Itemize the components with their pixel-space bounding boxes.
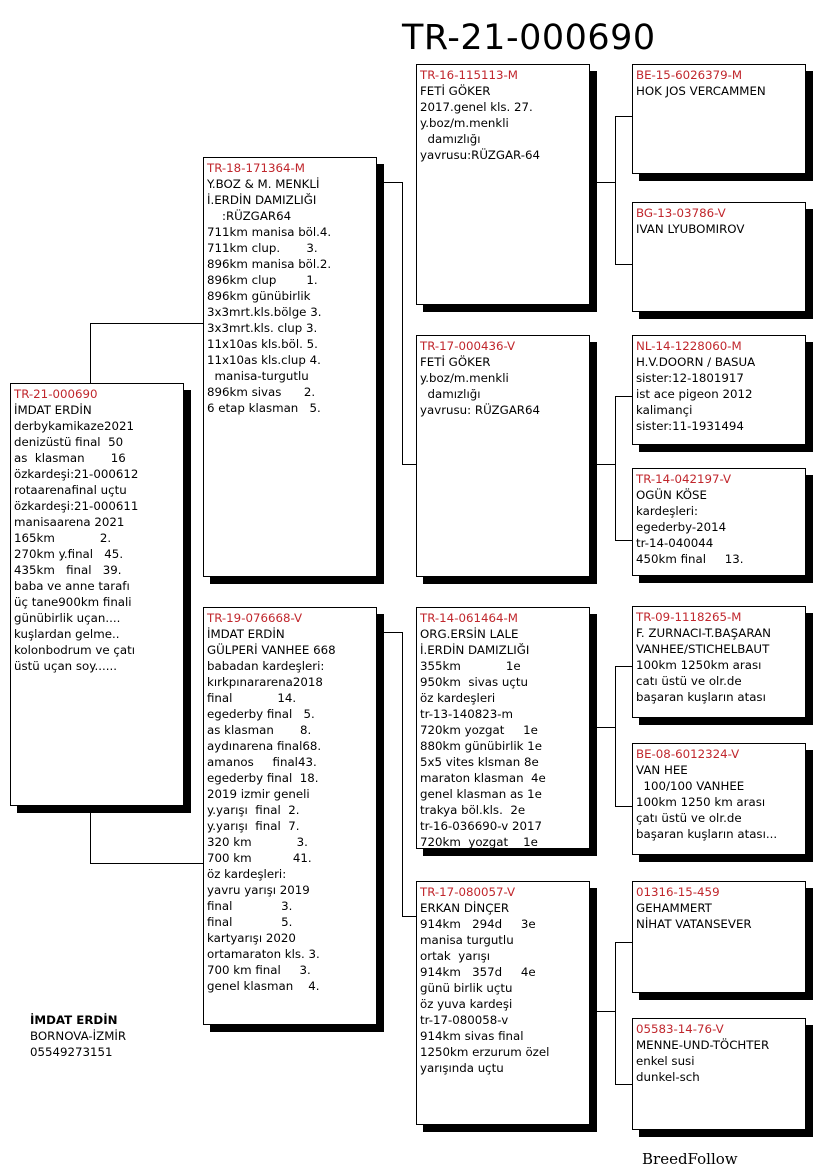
detail-line: 320 km 3. [207, 835, 308, 849]
pigeon-details [636, 354, 802, 434]
detail-line: kardeşleri: [636, 504, 699, 518]
detail-line: egederby final 18. [207, 771, 319, 785]
detail-line: tr-13-140823-m [420, 707, 514, 721]
detail-line: amanos final43. [207, 755, 317, 769]
detail-line: 6 etap klasman 5. [207, 401, 321, 415]
detail-line: genel klasman 4. [207, 979, 320, 993]
detail-line: egederby-2014 [636, 520, 727, 534]
detail-line: 435km final 39. [14, 563, 122, 577]
detail-line: y.yarışı final 2. [207, 803, 300, 817]
connector-line [402, 916, 417, 917]
detail-line: İ.ERDİN DAMIZLIĞI [207, 193, 317, 207]
detail-line: y.boz/m.menkli [420, 371, 509, 385]
detail-line: Y.BOZ & M. MENKLİ [207, 177, 320, 191]
detail-line: NİHAT VATANSEVER [636, 917, 752, 931]
pigeon-details [420, 354, 586, 418]
pigeon-details [636, 625, 802, 705]
pigeon-card-ggp-6[interactable] [632, 743, 806, 855]
detail-line: kartyarışı 2020 [207, 931, 296, 945]
connector-line [402, 464, 417, 465]
detail-line: maraton klasman 4e [420, 771, 546, 785]
ring-number: BG-13-03786-V [636, 206, 726, 220]
ring-number: NL-14-1228060-M [636, 339, 742, 353]
detail-line: 100/100 VANHEE [636, 779, 745, 793]
detail-line: aydınarena final68. [207, 739, 322, 753]
detail-line: damızlığı [420, 387, 481, 401]
detail-line: günü birlik uçtu [420, 981, 513, 995]
detail-line: OGÜN KÖSE [636, 488, 707, 502]
detail-line: 700 km 41. [207, 851, 312, 865]
connector-line [384, 182, 402, 183]
detail-line: babadan kardeşleri: [207, 659, 325, 673]
detail-line: kolonbodrum ve çatı [14, 643, 135, 657]
brand-footer: BreedFollow [642, 1150, 738, 1168]
connector-line [402, 632, 403, 916]
ring-number: TR-14-042197-V [636, 472, 732, 486]
detail-line: manisa-turgutlu [207, 369, 309, 383]
detail-line: y.yarışı final 7. [207, 819, 300, 833]
ring-number: 01316-15-459 [636, 885, 720, 899]
detail-line: tr-14-040044 [636, 536, 714, 550]
detail-line: enkel susi [636, 1054, 695, 1068]
connector-line [615, 806, 632, 807]
detail-line: MENNE-UND-TÖCHTER [636, 1038, 770, 1052]
detail-line: kuşlardan gelme.. [14, 627, 120, 641]
detail-line: as klasman 16 [14, 451, 126, 465]
detail-line: VAN HEE [636, 763, 688, 777]
detail-line: 896km sivas 2. [207, 385, 316, 399]
detail-line: kırkpınararena2018 [207, 675, 323, 689]
ring-number: BE-15-6026379-M [636, 68, 743, 82]
owner-city: BORNOVA-İZMİR [30, 1029, 127, 1043]
detail-line: 914km 357d 4e [420, 965, 536, 979]
detail-line: ERKAN DİNÇER [420, 901, 510, 915]
detail-line: 450km final 13. [636, 552, 744, 566]
ring-number: 05583-14-76-V [636, 1022, 724, 1036]
connector-line [615, 942, 632, 943]
connector-line [615, 116, 616, 264]
detail-line: İ.ERDİN DAMIZLIĞI [420, 643, 530, 657]
pigeon-card-dam-dam[interactable] [416, 881, 590, 1125]
detail-line: yavrusu: RÜZGAR64 [420, 403, 540, 417]
detail-line: özkardeşi:21-000611 [14, 499, 139, 513]
detail-line: HOK JOS VERCAMMEN [636, 84, 766, 98]
detail-line: 11x10as kls.böl. 5. [207, 337, 318, 351]
owner-info [30, 1012, 126, 1060]
detail-line: 100km 1250 km arası [636, 795, 766, 809]
detail-line: üç tane900km finali [14, 595, 132, 609]
detail-line: tr-17-080058-v [420, 1013, 509, 1027]
detail-line: y.boz/m.menkli [420, 116, 509, 130]
detail-line: 2019 izmir geneli [207, 787, 310, 801]
detail-line: öz kardeşleri [420, 691, 496, 705]
pigeon-details [207, 176, 373, 416]
ring-number: TR-09-1118265-M [636, 610, 742, 624]
detail-line: as klasman 8. [207, 723, 312, 737]
pigeon-card-dam-sire[interactable] [416, 607, 590, 849]
detail-line: tr-16-036690-v 2017 [420, 819, 542, 833]
detail-line: rotaarenafinal uçtu [14, 483, 127, 497]
pigeon-details [636, 487, 802, 567]
detail-line: yarışında uçtu [420, 1061, 504, 1075]
detail-line: manisaarena 2021 [14, 515, 125, 529]
pigeon-card-ggp-7[interactable] [632, 881, 806, 993]
pigeon-card-ggp-8[interactable] [632, 1018, 806, 1130]
ring-number: TR-19-076668-V [207, 611, 303, 625]
detail-line: VANHEE/STICHELBAUT [636, 642, 770, 656]
detail-line: 3x3mrt.kls.bölge 3. [207, 305, 322, 319]
detail-line: derbykamikaze2021 [14, 419, 135, 433]
pigeon-card-sire-dam[interactable] [416, 335, 590, 577]
detail-line: manisa turgutlu [420, 933, 514, 947]
detail-line: ortamaraton kls. 3. [207, 947, 320, 961]
detail-line: 896km clup 1. [207, 273, 318, 287]
detail-line: FETİ GÖKER [420, 355, 491, 369]
connector-line [615, 1084, 632, 1085]
detail-line: sister:12-1801917 [636, 371, 744, 385]
detail-line: 700 km final 3. [207, 963, 311, 977]
detail-line: H.V.DOORN / BASUA [636, 355, 756, 369]
connector-line [615, 540, 632, 541]
detail-line: final 14. [207, 691, 297, 705]
owner-phone: 05549273151 [30, 1045, 113, 1059]
detail-line: 355km 1e [420, 659, 521, 673]
pigeon-details [420, 900, 586, 1076]
detail-line: 711km manisa böl.4. [207, 225, 332, 239]
connector-line [615, 396, 616, 540]
pigeon-card-sire-sire[interactable] [416, 64, 590, 305]
detail-line: 270km y.final 45. [14, 547, 124, 561]
pigeon-card-subject[interactable] [10, 383, 184, 806]
connector-line [615, 396, 632, 397]
detail-line: sister:11-1931494 [636, 419, 744, 433]
detail-line: kalimançi [636, 403, 693, 417]
detail-line: ortak yarışı [420, 949, 491, 963]
connector-line [597, 464, 615, 465]
connector-line [615, 116, 632, 117]
detail-line: catı üstü ve olr.de [636, 674, 742, 688]
detail-line: yavru yarışı 2019 [207, 883, 310, 897]
detail-line: çatı üstü ve olr.de [636, 811, 742, 825]
detail-line: üstü uçan soy...... [14, 659, 118, 673]
detail-line: F. ZURNACI-T.BAŞARAN [636, 626, 771, 640]
pigeon-details [14, 402, 180, 674]
owner-name: İMDAT ERDİN [30, 1013, 118, 1027]
connector-line [597, 727, 615, 728]
detail-line: 2017.genel kls. 27. [420, 100, 533, 114]
detail-line: final 5. [207, 915, 293, 929]
ring-number: TR-16-115113-M [420, 68, 518, 82]
connector-line [90, 323, 91, 383]
connector-line [597, 182, 615, 183]
pigeon-details [420, 626, 586, 849]
pigeon-card-ggp-5[interactable] [632, 606, 806, 718]
pigeon-card-ggp-4[interactable] [632, 468, 806, 576]
detail-line: trakya böl.kls. 2e [420, 803, 526, 817]
pedigree-title: TR-21-000690 [402, 18, 656, 58]
ring-number: BE-08-6012324-V [636, 747, 740, 761]
detail-line: :RÜZGAR64 [207, 209, 292, 223]
pigeon-card-sire[interactable] [203, 157, 377, 577]
pigeon-details [420, 83, 586, 163]
detail-line: yavrusu:RÜZGAR-64 [420, 148, 541, 162]
ring-number: TR-17-000436-V [420, 339, 516, 353]
detail-line: ist ace pigeon 2012 [636, 387, 753, 401]
connector-line [615, 666, 616, 806]
detail-line: başaran kuşların atası... [636, 827, 778, 841]
detail-line: GÜLPERİ VANHEE 668 [207, 643, 336, 657]
detail-line: İMDAT ERDİN [207, 627, 285, 641]
detail-line: baba ve anne tarafı [14, 579, 130, 593]
pigeon-details [636, 83, 802, 99]
connector-line [90, 806, 91, 863]
detail-line: 720km yozgat 1e [420, 723, 538, 737]
detail-line: 914km sivas final [420, 1029, 524, 1043]
detail-line: IVAN LYUBOMIROV [636, 222, 745, 236]
ring-number: TR-18-171364-M [207, 161, 305, 175]
detail-line: final 3. [207, 899, 293, 913]
detail-line: öz kardeşleri: [207, 867, 287, 881]
detail-line: 896km günübirlik [207, 289, 311, 303]
detail-line: damızlığı [420, 132, 481, 146]
pigeon-details [207, 626, 373, 994]
detail-line: denizüstü final 50 [14, 435, 124, 449]
detail-line: 720km yozgat 1e [420, 835, 538, 849]
detail-line: 5x5 vites klsman 8e [420, 755, 539, 769]
pigeon-card-ggp-1[interactable] [632, 64, 806, 174]
pigeon-details [636, 900, 802, 932]
detail-line: 896km manisa böl.2. [207, 257, 332, 271]
connector-line [615, 666, 632, 667]
detail-line: FETİ GÖKER [420, 84, 491, 98]
ring-number: TR-14-061464-M [420, 611, 518, 625]
detail-line: 100km 1250km arası [636, 658, 762, 672]
detail-line: 914km 294d 3e [420, 917, 536, 931]
connector-line [90, 323, 204, 324]
ring-number: TR-21-000690 [14, 387, 98, 401]
detail-line: egederby final 5. [207, 707, 315, 721]
detail-line: günübirlik uçan.... [14, 611, 121, 625]
ring-number: TR-17-080057-V [420, 885, 516, 899]
connector-line [615, 264, 632, 265]
pigeon-card-dam[interactable] [203, 607, 377, 1025]
connector-line [90, 863, 204, 864]
detail-line: 165km 2. [14, 531, 112, 545]
connector-line [615, 942, 616, 1084]
pigeon-details [636, 221, 802, 237]
detail-line: 950km sivas uçtu [420, 675, 528, 689]
connector-line [597, 1011, 615, 1012]
pigeon-details [636, 762, 802, 842]
detail-line: GEHAMMERT [636, 901, 712, 915]
detail-line: 880km günübirlik 1e [420, 739, 543, 753]
detail-line: öz yuva kardeşi [420, 997, 513, 1011]
detail-line: ORG.ERSİN LALE [420, 627, 519, 641]
pigeon-card-ggp-2[interactable] [632, 202, 806, 312]
detail-line: özkardeşi:21-000612 [14, 467, 139, 481]
pigeon-card-ggp-3[interactable] [632, 335, 806, 445]
connector-line [402, 182, 403, 464]
detail-line: dunkel-sch [636, 1070, 700, 1084]
detail-line: 711km clup. 3. [207, 241, 318, 255]
detail-line: İMDAT ERDİN [14, 403, 92, 417]
detail-line: 3x3mrt.kls. clup 3. [207, 321, 318, 335]
detail-line: genel klasman as 1e [420, 787, 542, 801]
detail-line: 11x10as kls.clup 4. [207, 353, 321, 367]
detail-line: başaran kuşların atası [636, 690, 766, 704]
detail-line: 1250km erzurum özel [420, 1045, 550, 1059]
pigeon-details [636, 1037, 802, 1085]
connector-line [384, 632, 402, 633]
